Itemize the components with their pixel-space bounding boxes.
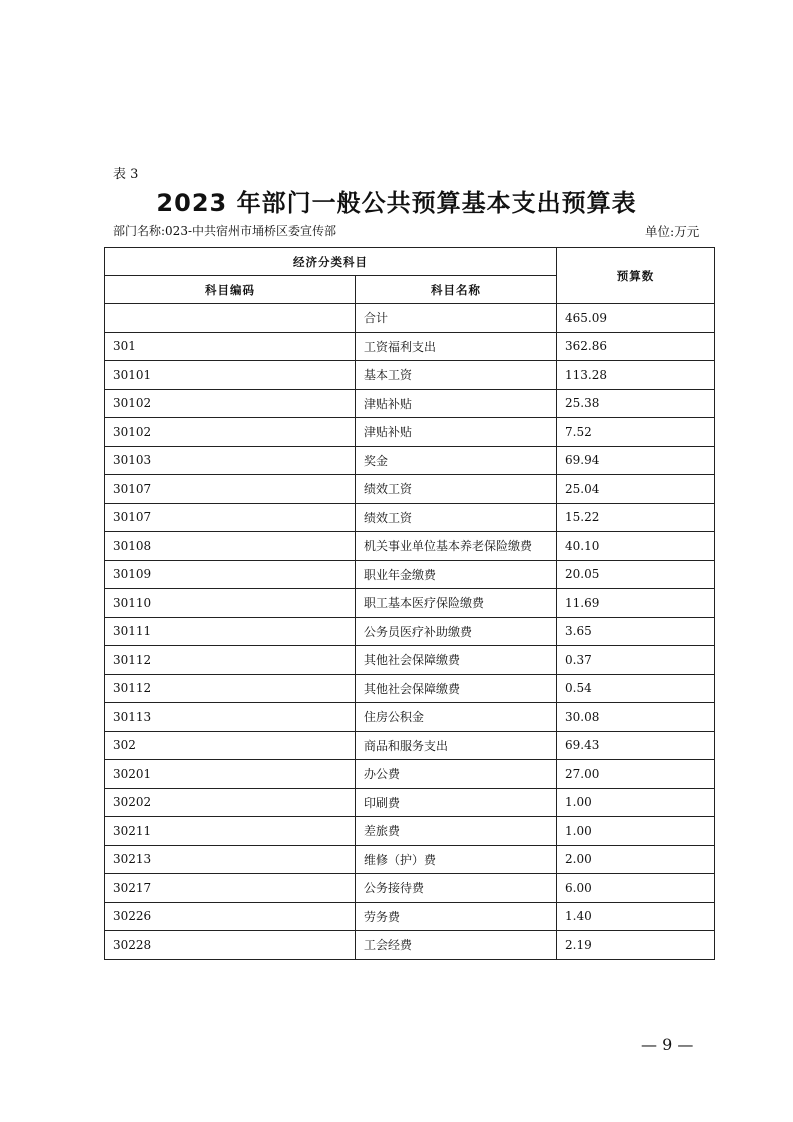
subject-code-cell: 30101 <box>105 361 356 390</box>
header-economic-category: 经济分类科目 <box>105 248 557 276</box>
subject-name-cell: 劳务费 <box>356 902 557 931</box>
budget-amount-cell: 30.08 <box>557 703 715 732</box>
table-row <box>105 532 715 561</box>
subject-name-cell: 维修（护）费 <box>356 845 557 874</box>
subject-name-cell: 绩效工资 <box>356 475 557 504</box>
budget-amount-cell: 465.09 <box>557 304 715 333</box>
subject-name-cell: 办公费 <box>356 760 557 789</box>
table-row <box>105 389 715 418</box>
subject-code-cell: 30113 <box>105 703 356 732</box>
subject-name-cell: 其他社会保障缴费 <box>356 674 557 703</box>
budget-amount-cell: 3.65 <box>557 617 715 646</box>
subject-code-cell: 30202 <box>105 788 356 817</box>
department-name: 部门名称:023-中共宿州市埇桥区委宣传部 <box>113 224 337 238</box>
table-row <box>105 817 715 846</box>
subject-name-cell: 基本工资 <box>356 361 557 390</box>
subject-code-cell: 30201 <box>105 760 356 789</box>
subject-code-cell: 30109 <box>105 560 356 589</box>
budget-amount-cell: 2.19 <box>557 931 715 960</box>
subject-name-cell: 其他社会保障缴费 <box>356 646 557 675</box>
page-title: 2023 年部门一般公共预算基本支出预算表 <box>156 189 637 217</box>
subject-name-cell: 公务员医疗补助缴费 <box>356 617 557 646</box>
table-row <box>105 589 715 618</box>
budget-amount-cell: 27.00 <box>557 760 715 789</box>
budget-amount-cell: 7.52 <box>557 418 715 447</box>
subject-name-cell: 职业年金缴费 <box>356 560 557 589</box>
budget-amount-cell: 2.00 <box>557 845 715 874</box>
table-row <box>105 845 715 874</box>
subject-name-cell: 机关事业单位基本养老保险缴费 <box>356 532 557 561</box>
table-row <box>105 731 715 760</box>
subject-name-cell: 印刷费 <box>356 788 557 817</box>
budget-amount-cell: 1.00 <box>557 817 715 846</box>
unit-label: 单位:万元 <box>645 224 700 239</box>
subject-code-cell: 30102 <box>105 389 356 418</box>
subject-name-cell: 差旅费 <box>356 817 557 846</box>
budget-amount-cell: 362.86 <box>557 332 715 361</box>
subject-name-cell: 住房公积金 <box>356 703 557 732</box>
subject-code-cell: 301 <box>105 332 356 361</box>
budget-amount-cell: 1.40 <box>557 902 715 931</box>
budget-amount-cell: 15.22 <box>557 503 715 532</box>
budget-amount-cell: 0.37 <box>557 646 715 675</box>
table-row <box>105 646 715 675</box>
budget-amount-cell: 25.38 <box>557 389 715 418</box>
page-number: — 9 — <box>641 1035 694 1054</box>
subject-name-cell: 公务接待费 <box>356 874 557 903</box>
table-row <box>105 503 715 532</box>
table-row <box>105 446 715 475</box>
subject-code-cell: 30107 <box>105 475 356 504</box>
subject-code-cell: 30107 <box>105 503 356 532</box>
subject-code-cell: 302 <box>105 731 356 760</box>
table-body <box>105 304 715 960</box>
subject-name-cell: 职工基本医疗保险缴费 <box>356 589 557 618</box>
budget-table <box>104 247 715 960</box>
header-budget-amount: 预算数 <box>557 248 715 304</box>
table-row <box>105 560 715 589</box>
budget-amount-cell: 25.04 <box>557 475 715 504</box>
subject-name-cell: 奖金 <box>356 446 557 475</box>
table-label: 表 3 <box>113 167 139 182</box>
subject-name-cell: 合计 <box>356 304 557 333</box>
budget-amount-cell: 1.00 <box>557 788 715 817</box>
table-row <box>105 703 715 732</box>
subject-code-cell: 30112 <box>105 646 356 675</box>
budget-amount-cell: 11.69 <box>557 589 715 618</box>
subject-code-cell: 30103 <box>105 446 356 475</box>
table-row <box>105 418 715 447</box>
subject-code-cell: 30213 <box>105 845 356 874</box>
subject-name-cell: 商品和服务支出 <box>356 731 557 760</box>
subject-name-cell: 工会经费 <box>356 931 557 960</box>
budget-amount-cell: 6.00 <box>557 874 715 903</box>
subject-code-cell: 30211 <box>105 817 356 846</box>
budget-amount-cell: 113.28 <box>557 361 715 390</box>
table-row <box>105 788 715 817</box>
subject-name-cell: 工资福利支出 <box>356 332 557 361</box>
table-row <box>105 304 715 333</box>
header-subject-code: 科目编码 <box>105 276 356 304</box>
subject-code-cell: 30108 <box>105 532 356 561</box>
table-row <box>105 475 715 504</box>
subject-code-cell: 30111 <box>105 617 356 646</box>
subject-code-cell <box>105 304 356 333</box>
table-row <box>105 332 715 361</box>
subject-code-cell: 30110 <box>105 589 356 618</box>
subject-code-cell: 30228 <box>105 931 356 960</box>
budget-amount-cell: 20.05 <box>557 560 715 589</box>
subject-code-cell: 30217 <box>105 874 356 903</box>
subject-name-cell: 津贴补贴 <box>356 418 557 447</box>
budget-amount-cell: 69.94 <box>557 446 715 475</box>
table-row <box>105 674 715 703</box>
budget-amount-cell: 69.43 <box>557 731 715 760</box>
subject-code-cell: 30226 <box>105 902 356 931</box>
table-row <box>105 874 715 903</box>
subject-code-cell: 30102 <box>105 418 356 447</box>
table-row <box>105 361 715 390</box>
table-row <box>105 931 715 960</box>
table-row <box>105 902 715 931</box>
header-subject-name: 科目名称 <box>356 276 557 304</box>
subject-name-cell: 津贴补贴 <box>356 389 557 418</box>
subject-code-cell: 30112 <box>105 674 356 703</box>
table-row <box>105 617 715 646</box>
subject-name-cell: 绩效工资 <box>356 503 557 532</box>
budget-amount-cell: 40.10 <box>557 532 715 561</box>
budget-amount-cell: 0.54 <box>557 674 715 703</box>
table-row <box>105 760 715 789</box>
